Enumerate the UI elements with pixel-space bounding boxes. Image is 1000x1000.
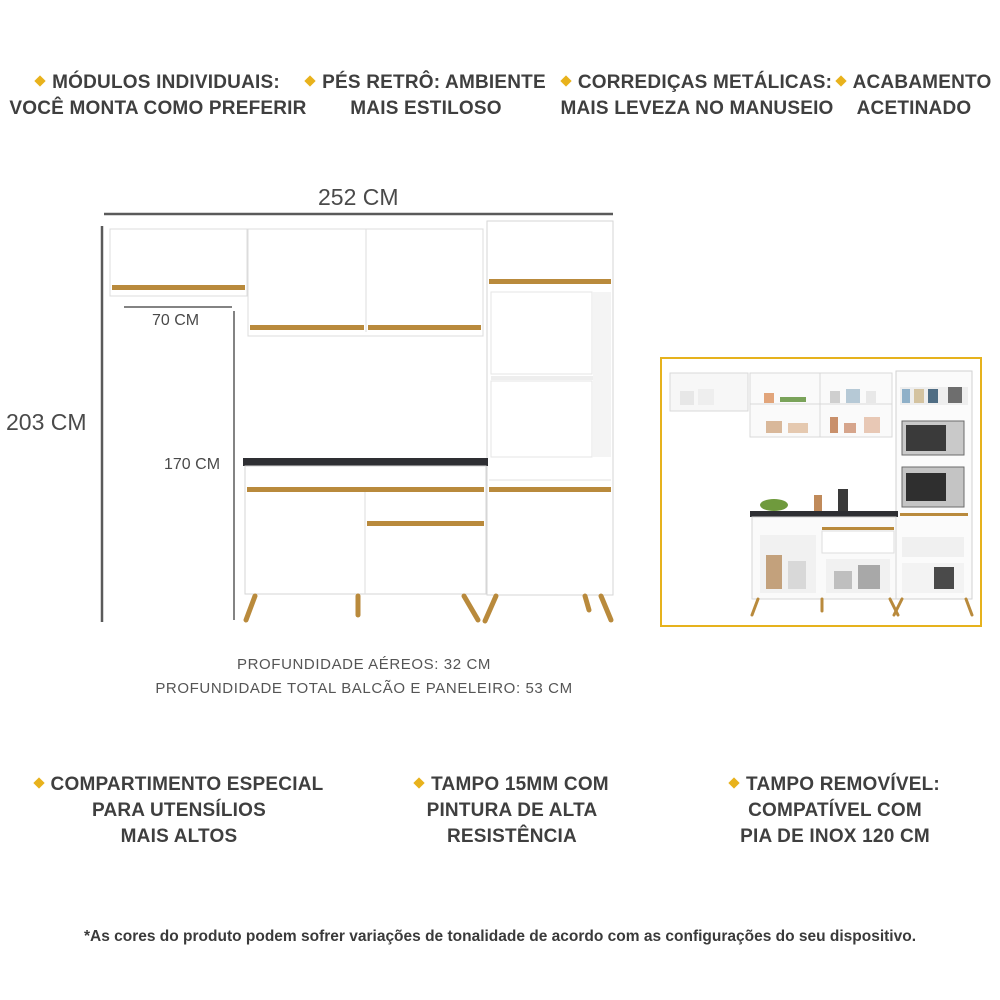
feature-compartimento-especial: COMPARTIMENTO ESPECIAL PARA UTENSÍLIOS MAIS ALTOS — [24, 772, 334, 850]
diamond-bullet-icon — [728, 777, 739, 788]
microwave-icon — [906, 425, 946, 451]
tall-pantry-column — [487, 221, 613, 595]
product-photo-frame — [660, 357, 982, 627]
upper-left-cabinet — [110, 229, 247, 296]
depth-total-note: PROFUNDIDADE TOTAL BALCÃO E PANELEIRO: 53 CM — [155, 680, 573, 697]
depth-aereos-note: PROFUNDIDADE AÉREOS: 32 CM — [237, 656, 491, 673]
diamond-bullet-icon — [413, 777, 424, 788]
feature-pes-retro: PÉS RETRÔ: AMBIENTE MAIS ESTILOSO — [306, 70, 546, 122]
width-label: 252 CM — [318, 184, 399, 210]
height-label: 203 CM — [6, 409, 87, 435]
color-disclaimer: *As cores do produto podem sofrer variações de tonalidade de acordo com as configurações do seu dispositivo. — [83, 928, 917, 945]
retro-legs — [246, 596, 611, 621]
feature-corredicas-metalicas: CORREDIÇAS METÁLICAS: MAIS LEVEZA NO MANUSEIO — [560, 72, 834, 119]
kitchen-product-photo — [662, 359, 980, 625]
feature-tampo-15mm: TAMPO 15MM COM PINTURA DE ALTA RESISTÊNCIA — [392, 772, 632, 850]
oven-icon — [906, 473, 946, 501]
countertop — [243, 458, 488, 466]
upper-middle-cabinet — [248, 229, 483, 336]
diamond-bullet-icon — [33, 777, 44, 788]
upper-gap-label: 70 CM — [152, 312, 200, 329]
base-counter-cabinet — [243, 458, 488, 594]
feature-modulos-individuais: MÓDULOS INDIVIDUAIS: VOCÊ MONTA COMO PREFERIR — [9, 72, 307, 119]
feature-tampo-removivel: TAMPO REMOVÍVEL: COMPATÍVEL COM PIA DE INOX 120 CM — [710, 772, 960, 850]
counter-height-label: 170 CM — [164, 456, 221, 473]
feature-acabamento-acetinado: ACABAMENTO ACETINADO — [830, 70, 998, 122]
